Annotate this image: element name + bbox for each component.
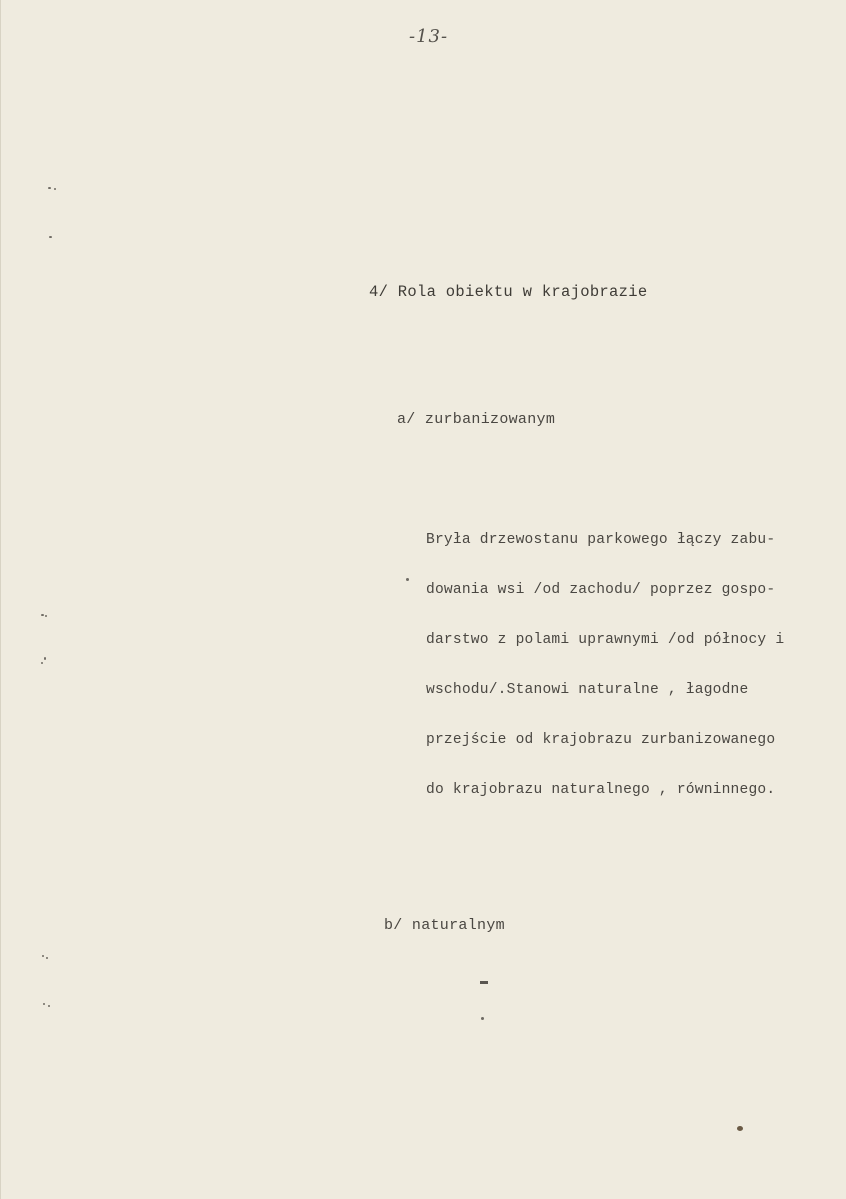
paper-speck xyxy=(48,187,51,189)
paper-speck xyxy=(737,1126,743,1131)
subsection-a-paragraph xyxy=(426,530,784,830)
dash-mark xyxy=(480,981,488,984)
paper-speck xyxy=(54,188,56,190)
paper-speck xyxy=(481,1017,484,1020)
section-heading: 4/ Rola obiektu w krajobrazie xyxy=(369,283,648,301)
subsection-a-label: a/ zurbanizowanym xyxy=(397,411,556,428)
paper-speck xyxy=(41,662,43,664)
paper-speck xyxy=(49,236,52,238)
paragraph-line: dowania wsi /od zachodu/ poprzez gospo- xyxy=(426,582,776,598)
paragraph-line: darstwo z polami uprawnymi /od północy i xyxy=(426,632,785,648)
paper-speck xyxy=(44,657,46,660)
subsection-b-label: b/ naturalnym xyxy=(384,917,505,934)
paper-speck xyxy=(48,1005,50,1007)
paragraph-line: wschodu/.Stanowi naturalne , łagodne xyxy=(426,682,749,698)
paper-speck xyxy=(45,615,47,617)
paper-speck xyxy=(42,955,44,957)
paper-speck xyxy=(41,614,44,616)
paper-speck xyxy=(406,578,409,581)
page-number: -13- xyxy=(409,26,449,47)
paper-speck xyxy=(46,957,48,959)
paragraph-line: Bryła drzewostanu parkowego łączy zabu- xyxy=(426,532,776,548)
paragraph-line: do krajobrazu naturalnego , równinnego. xyxy=(426,782,776,798)
paragraph-line: przejście od krajobrazu zurbanizowanego xyxy=(426,732,776,748)
paper-speck xyxy=(43,1003,45,1005)
